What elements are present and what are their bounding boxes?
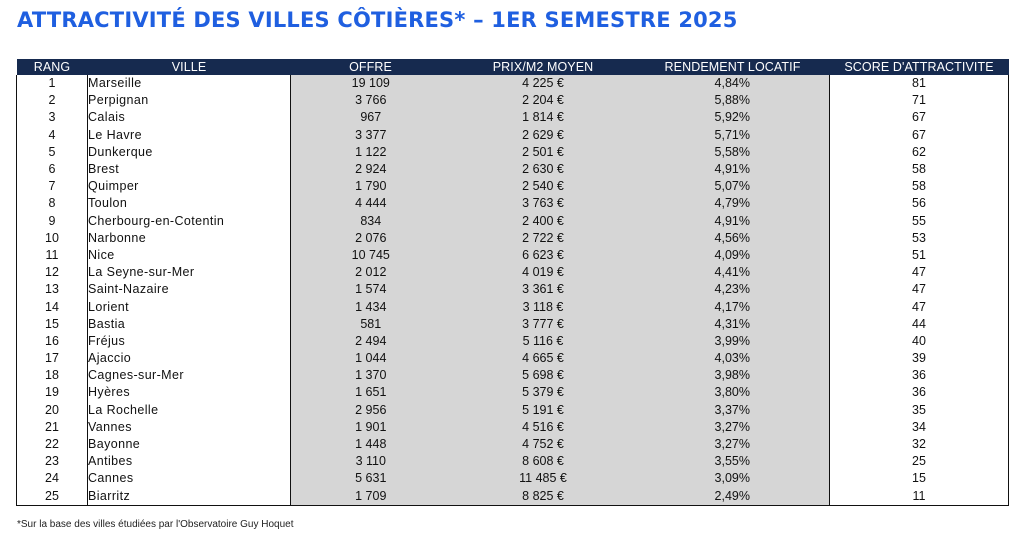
cell-offre: 3 110: [291, 453, 451, 470]
cell-score: 11: [830, 488, 1009, 506]
cell-ville: Lorient: [88, 298, 291, 315]
table-row: [17, 436, 1009, 453]
table-row: [17, 384, 1009, 401]
cell-prix: 2 540 €: [451, 178, 636, 195]
cell-rendement: 3,27%: [636, 419, 830, 436]
cell-score: 67: [830, 109, 1009, 126]
cell-prix: 4 752 €: [451, 436, 636, 453]
cell-offre: 2 012: [291, 264, 451, 281]
cell-prix: 4 019 €: [451, 264, 636, 281]
cell-rendement: 4,09%: [636, 247, 830, 264]
table-row: [17, 419, 1009, 436]
cell-ville: Bayonne: [88, 436, 291, 453]
cell-score: 47: [830, 298, 1009, 315]
cell-rendement: 4,17%: [636, 298, 830, 315]
cell-ville: Nice: [88, 247, 291, 264]
cell-ville: Narbonne: [88, 230, 291, 247]
cell-prix: 1 814 €: [451, 109, 636, 126]
cell-prix: 2 501 €: [451, 144, 636, 161]
cell-rendement: 3,98%: [636, 367, 830, 384]
cell-rang: 15: [17, 316, 88, 333]
cell-rendement: 3,80%: [636, 384, 830, 401]
cell-score: 55: [830, 213, 1009, 230]
cell-rendement: 4,79%: [636, 195, 830, 212]
table-row: [17, 213, 1009, 230]
table-row: [17, 350, 1009, 367]
header-rang: RANG: [17, 59, 88, 75]
table-row: [17, 281, 1009, 298]
cell-ville: Hyères: [88, 384, 291, 401]
cell-score: 81: [830, 75, 1009, 92]
cell-prix: 2 629 €: [451, 127, 636, 144]
table-row: [17, 161, 1009, 178]
cell-rang: 5: [17, 144, 88, 161]
cell-rang: 2: [17, 92, 88, 109]
cell-score: 47: [830, 281, 1009, 298]
cell-ville: La Rochelle: [88, 402, 291, 419]
cell-score: 15: [830, 470, 1009, 487]
cell-rang: 18: [17, 367, 88, 384]
cell-rang: 4: [17, 127, 88, 144]
cell-score: 58: [830, 178, 1009, 195]
cell-score: 58: [830, 161, 1009, 178]
table-row: [17, 316, 1009, 333]
cell-ville: Vannes: [88, 419, 291, 436]
cell-ville: La Seyne-sur-Mer: [88, 264, 291, 281]
table-row: [17, 453, 1009, 470]
cell-rang: 23: [17, 453, 88, 470]
cell-score: 36: [830, 384, 1009, 401]
cell-offre: 1 651: [291, 384, 451, 401]
cell-rendement: 5,88%: [636, 92, 830, 109]
cell-rendement: 3,27%: [636, 436, 830, 453]
cell-rendement: 5,92%: [636, 109, 830, 126]
cell-rang: 17: [17, 350, 88, 367]
cell-rang: 25: [17, 488, 88, 506]
cell-ville: Quimper: [88, 178, 291, 195]
cell-offre: 2 956: [291, 402, 451, 419]
cell-rang: 16: [17, 333, 88, 350]
cell-rang: 3: [17, 109, 88, 126]
cell-ville: Cagnes-sur-Mer: [88, 367, 291, 384]
cell-offre: 3 377: [291, 127, 451, 144]
cell-offre: 967: [291, 109, 451, 126]
cell-ville: Antibes: [88, 453, 291, 470]
cell-prix: 8 825 €: [451, 488, 636, 506]
cell-offre: 3 766: [291, 92, 451, 109]
cell-rang: 1: [17, 75, 88, 92]
cell-rang: 8: [17, 195, 88, 212]
cell-score: 32: [830, 436, 1009, 453]
cell-offre: 2 076: [291, 230, 451, 247]
cell-score: 40: [830, 333, 1009, 350]
table-header: [17, 59, 1009, 75]
table-row: [17, 264, 1009, 281]
cell-offre: 1 122: [291, 144, 451, 161]
cell-prix: 5 379 €: [451, 384, 636, 401]
cell-rendement: 5,07%: [636, 178, 830, 195]
table-row: [17, 127, 1009, 144]
table-row: [17, 298, 1009, 315]
cell-rendement: 3,99%: [636, 333, 830, 350]
table-row: [17, 178, 1009, 195]
table-row: [17, 470, 1009, 487]
cell-prix: 2 722 €: [451, 230, 636, 247]
cell-rendement: 3,09%: [636, 470, 830, 487]
table-row: [17, 109, 1009, 126]
cell-rendement: 4,84%: [636, 75, 830, 92]
cell-score: 35: [830, 402, 1009, 419]
cell-offre: 4 444: [291, 195, 451, 212]
header-offre: OFFRE: [291, 59, 451, 75]
cell-ville: Brest: [88, 161, 291, 178]
cell-ville: Ajaccio: [88, 350, 291, 367]
header-row: [17, 59, 1009, 75]
cell-prix: 4 225 €: [451, 75, 636, 92]
cell-ville: Dunkerque: [88, 144, 291, 161]
cell-score: 47: [830, 264, 1009, 281]
cell-score: 36: [830, 367, 1009, 384]
cell-rang: 13: [17, 281, 88, 298]
cell-rendement: 4,91%: [636, 213, 830, 230]
cell-prix: 3 777 €: [451, 316, 636, 333]
cell-offre: 10 745: [291, 247, 451, 264]
cell-prix: 2 204 €: [451, 92, 636, 109]
page-title: ATTRACTIVITÉ DES VILLES CÔTIÈRES* – 1ER SEMESTRE 2025: [17, 8, 738, 32]
cell-prix: 4 516 €: [451, 419, 636, 436]
cell-offre: 1 709: [291, 488, 451, 506]
cell-rang: 10: [17, 230, 88, 247]
cell-rang: 21: [17, 419, 88, 436]
cell-rendement: 3,37%: [636, 402, 830, 419]
table-row: [17, 230, 1009, 247]
cell-rang: 6: [17, 161, 88, 178]
cell-prix: 2 400 €: [451, 213, 636, 230]
header-rendement: RENDEMENT LOCATIF: [636, 59, 830, 75]
cell-ville: Perpignan: [88, 92, 291, 109]
cell-offre: 1 574: [291, 281, 451, 298]
cell-prix: 4 665 €: [451, 350, 636, 367]
table-row: [17, 195, 1009, 212]
cell-score: 67: [830, 127, 1009, 144]
cell-rang: 9: [17, 213, 88, 230]
cell-offre: 5 631: [291, 470, 451, 487]
cell-offre: 1 434: [291, 298, 451, 315]
cell-offre: 1 901: [291, 419, 451, 436]
cell-score: 25: [830, 453, 1009, 470]
cell-ville: Saint-Nazaire: [88, 281, 291, 298]
cell-rendement: 4,91%: [636, 161, 830, 178]
table-row: [17, 402, 1009, 419]
cell-prix: 5 191 €: [451, 402, 636, 419]
cell-prix: 6 623 €: [451, 247, 636, 264]
cell-ville: Marseille: [88, 75, 291, 92]
cell-prix: 3 763 €: [451, 195, 636, 212]
cell-rang: 11: [17, 247, 88, 264]
cell-offre: 834: [291, 213, 451, 230]
cell-ville: Le Havre: [88, 127, 291, 144]
table-body: [17, 75, 1009, 505]
cell-rendement: 4,41%: [636, 264, 830, 281]
header-ville: VILLE: [88, 59, 291, 75]
cell-rang: 22: [17, 436, 88, 453]
cell-ville: Fréjus: [88, 333, 291, 350]
header-score: SCORE D'ATTRACTIVITE: [830, 59, 1009, 75]
cell-prix: 5 698 €: [451, 367, 636, 384]
cell-prix: 3 118 €: [451, 298, 636, 315]
cell-offre: 1 044: [291, 350, 451, 367]
cell-prix: 11 485 €: [451, 470, 636, 487]
cell-ville: Biarritz: [88, 488, 291, 506]
table-row: [17, 367, 1009, 384]
cell-offre: 1 448: [291, 436, 451, 453]
cell-offre: 1 790: [291, 178, 451, 195]
cell-score: 51: [830, 247, 1009, 264]
footnote: *Sur la base des villes étudiées par l'Observatoire Guy Hoquet: [17, 519, 294, 530]
cities-table: [16, 59, 1009, 506]
cell-offre: 581: [291, 316, 451, 333]
cell-score: 34: [830, 419, 1009, 436]
cell-ville: Cherbourg-en-Cotentin: [88, 213, 291, 230]
table-row: [17, 92, 1009, 109]
table-row: [17, 247, 1009, 264]
cell-rendement: 5,58%: [636, 144, 830, 161]
cell-rendement: 3,55%: [636, 453, 830, 470]
header-prix: PRIX/M2 MOYEN: [451, 59, 636, 75]
cell-rendement: 4,56%: [636, 230, 830, 247]
table-row: [17, 488, 1009, 506]
cell-prix: 2 630 €: [451, 161, 636, 178]
cell-prix: 5 116 €: [451, 333, 636, 350]
cell-rang: 14: [17, 298, 88, 315]
cell-score: 39: [830, 350, 1009, 367]
cell-prix: 3 361 €: [451, 281, 636, 298]
cell-rang: 24: [17, 470, 88, 487]
cell-score: 56: [830, 195, 1009, 212]
cell-rendement: 4,23%: [636, 281, 830, 298]
cell-ville: Calais: [88, 109, 291, 126]
table-row: [17, 75, 1009, 92]
cell-rendement: 4,03%: [636, 350, 830, 367]
cell-ville: Toulon: [88, 195, 291, 212]
cell-offre: 1 370: [291, 367, 451, 384]
cell-rang: 12: [17, 264, 88, 281]
cell-rang: 7: [17, 178, 88, 195]
cell-score: 44: [830, 316, 1009, 333]
table-row: [17, 144, 1009, 161]
cell-rendement: 5,71%: [636, 127, 830, 144]
cell-score: 71: [830, 92, 1009, 109]
cell-score: 62: [830, 144, 1009, 161]
cell-score: 53: [830, 230, 1009, 247]
cell-offre: 2 494: [291, 333, 451, 350]
cell-rendement: 2,49%: [636, 488, 830, 506]
cell-ville: Bastia: [88, 316, 291, 333]
cell-prix: 8 608 €: [451, 453, 636, 470]
table-row: [17, 333, 1009, 350]
cell-ville: Cannes: [88, 470, 291, 487]
cell-offre: 2 924: [291, 161, 451, 178]
cell-rang: 19: [17, 384, 88, 401]
cell-offre: 19 109: [291, 75, 451, 92]
cell-rang: 20: [17, 402, 88, 419]
cell-rendement: 4,31%: [636, 316, 830, 333]
